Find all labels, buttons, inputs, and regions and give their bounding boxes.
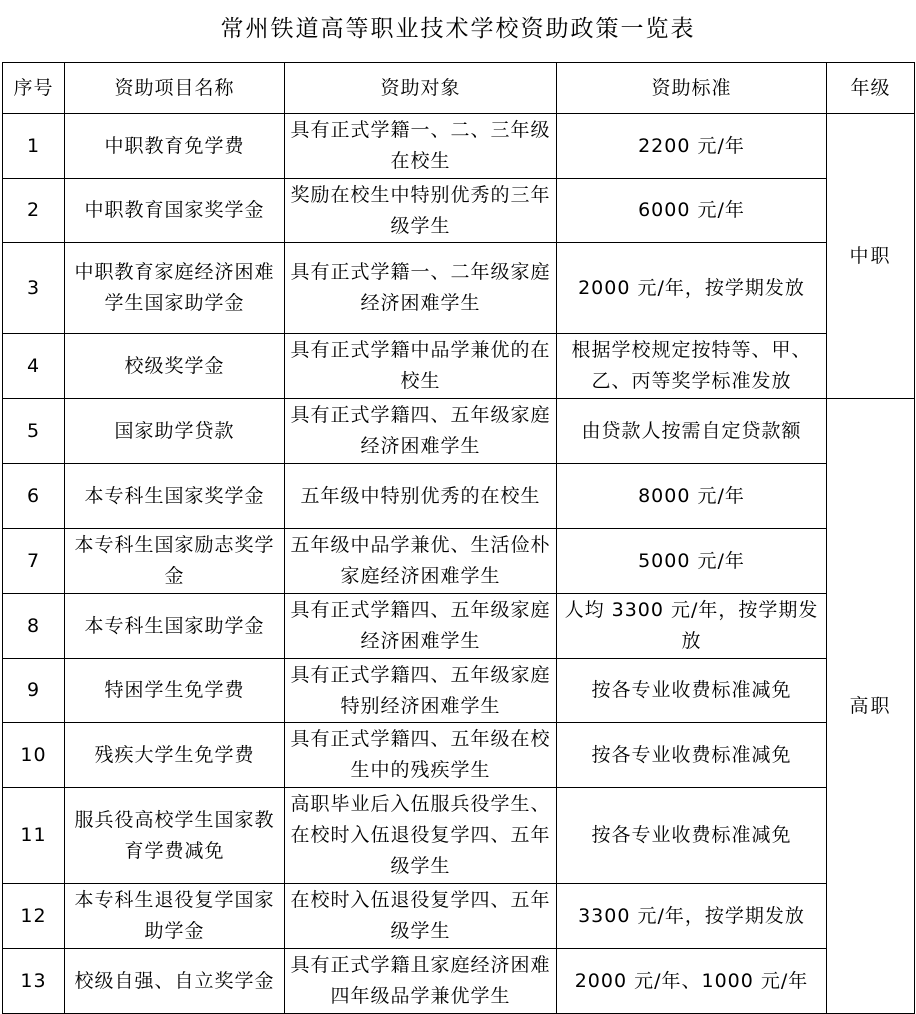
row-standard: 5000 元/年 — [557, 529, 827, 594]
row-no: 2 — [3, 179, 65, 243]
table-row — [3, 114, 915, 179]
row-no: 1 — [3, 114, 65, 179]
row-standard: 2000 元/年、1000 元/年 — [557, 949, 827, 1014]
table-row — [3, 788, 915, 884]
table-row — [3, 949, 915, 1014]
row-no: 9 — [3, 659, 65, 723]
header-target: 资助对象 — [285, 63, 557, 114]
row-standard: 根据学校规定按特等、甲、乙、丙等奖学标准发放 — [557, 334, 827, 399]
header-standard: 资助标准 — [557, 63, 827, 114]
row-no: 10 — [3, 723, 65, 788]
row-target: 具有正式学籍中品学兼优的在校生 — [285, 334, 557, 399]
row-name: 中职教育国家奖学金 — [65, 179, 285, 243]
row-target: 具有正式学籍一、二年级家庭经济困难学生 — [285, 243, 557, 334]
subsidy-policy-table — [2, 62, 915, 1014]
row-standard: 2000 元/年，按学期发放 — [557, 243, 827, 334]
row-standard: 3300 元/年，按学期发放 — [557, 884, 827, 949]
row-target: 奖励在校生中特别优秀的三年级学生 — [285, 179, 557, 243]
row-target: 具有正式学籍四、五年级在校生中的残疾学生 — [285, 723, 557, 788]
row-standard: 8000 元/年 — [557, 464, 827, 529]
row-no: 8 — [3, 594, 65, 659]
row-no: 11 — [3, 788, 65, 884]
row-target: 高职毕业后入伍服兵役学生、在校时入伍退役复学四、五年级学生 — [285, 788, 557, 884]
row-name: 校级自强、自立奖学金 — [65, 949, 285, 1014]
table-row — [3, 884, 915, 949]
table-row — [3, 723, 915, 788]
row-target: 五年级中品学兼优、生活俭朴家庭经济困难学生 — [285, 529, 557, 594]
table-row — [3, 529, 915, 594]
row-target: 具有正式学籍四、五年级家庭经济困难学生 — [285, 399, 557, 464]
grade-secondary: 中职 — [827, 114, 915, 399]
row-name: 中职教育家庭经济困难学生国家助学金 — [65, 243, 285, 334]
row-target: 具有正式学籍四、五年级家庭特别经济困难学生 — [285, 659, 557, 723]
row-target: 具有正式学籍且家庭经济困难四年级品学兼优学生 — [285, 949, 557, 1014]
row-name: 国家助学贷款 — [65, 399, 285, 464]
page-title: 常州铁道高等职业技术学校资助政策一览表 — [220, 16, 696, 42]
row-standard: 按各专业收费标准减免 — [557, 723, 827, 788]
row-no: 5 — [3, 399, 65, 464]
row-name: 本专科生国家奖学金 — [65, 464, 285, 529]
table-row — [3, 399, 915, 464]
row-standard: 2200 元/年 — [557, 114, 827, 179]
row-standard: 按各专业收费标准减免 — [557, 659, 827, 723]
row-standard: 6000 元/年 — [557, 179, 827, 243]
table-row — [3, 243, 915, 334]
row-target: 在校时入伍退役复学四、五年级学生 — [285, 884, 557, 949]
row-standard: 按各专业收费标准减免 — [557, 788, 827, 884]
row-standard: 人均 3300 元/年，按学期发放 — [557, 594, 827, 659]
row-name: 中职教育免学费 — [65, 114, 285, 179]
header-grade: 年级 — [827, 63, 915, 114]
row-target: 具有正式学籍一、二、三年级在校生 — [285, 114, 557, 179]
row-no: 4 — [3, 334, 65, 399]
row-no: 3 — [3, 243, 65, 334]
row-no: 13 — [3, 949, 65, 1014]
row-target: 具有正式学籍四、五年级家庭经济困难学生 — [285, 594, 557, 659]
grade-higher: 高职 — [827, 399, 915, 1014]
row-no: 12 — [3, 884, 65, 949]
row-no: 7 — [3, 529, 65, 594]
row-name: 残疾大学生免学费 — [65, 723, 285, 788]
row-no: 6 — [3, 464, 65, 529]
row-name: 校级奖学金 — [65, 334, 285, 399]
row-name: 特困学生免学费 — [65, 659, 285, 723]
header-name: 资助项目名称 — [65, 63, 285, 114]
table-row — [3, 334, 915, 399]
row-name: 本专科生国家励志奖学金 — [65, 529, 285, 594]
header-no: 序号 — [3, 63, 65, 114]
row-standard: 由贷款人按需自定贷款额 — [557, 399, 827, 464]
row-target: 五年级中特别优秀的在校生 — [285, 464, 557, 529]
table-row — [3, 659, 915, 723]
row-name: 本专科生退役复学国家助学金 — [65, 884, 285, 949]
table-row — [3, 179, 915, 243]
table-row — [3, 464, 915, 529]
table-header-row — [3, 63, 915, 114]
table-row — [3, 594, 915, 659]
row-name: 服兵役高校学生国家教育学费减免 — [65, 788, 285, 884]
row-name: 本专科生国家助学金 — [65, 594, 285, 659]
